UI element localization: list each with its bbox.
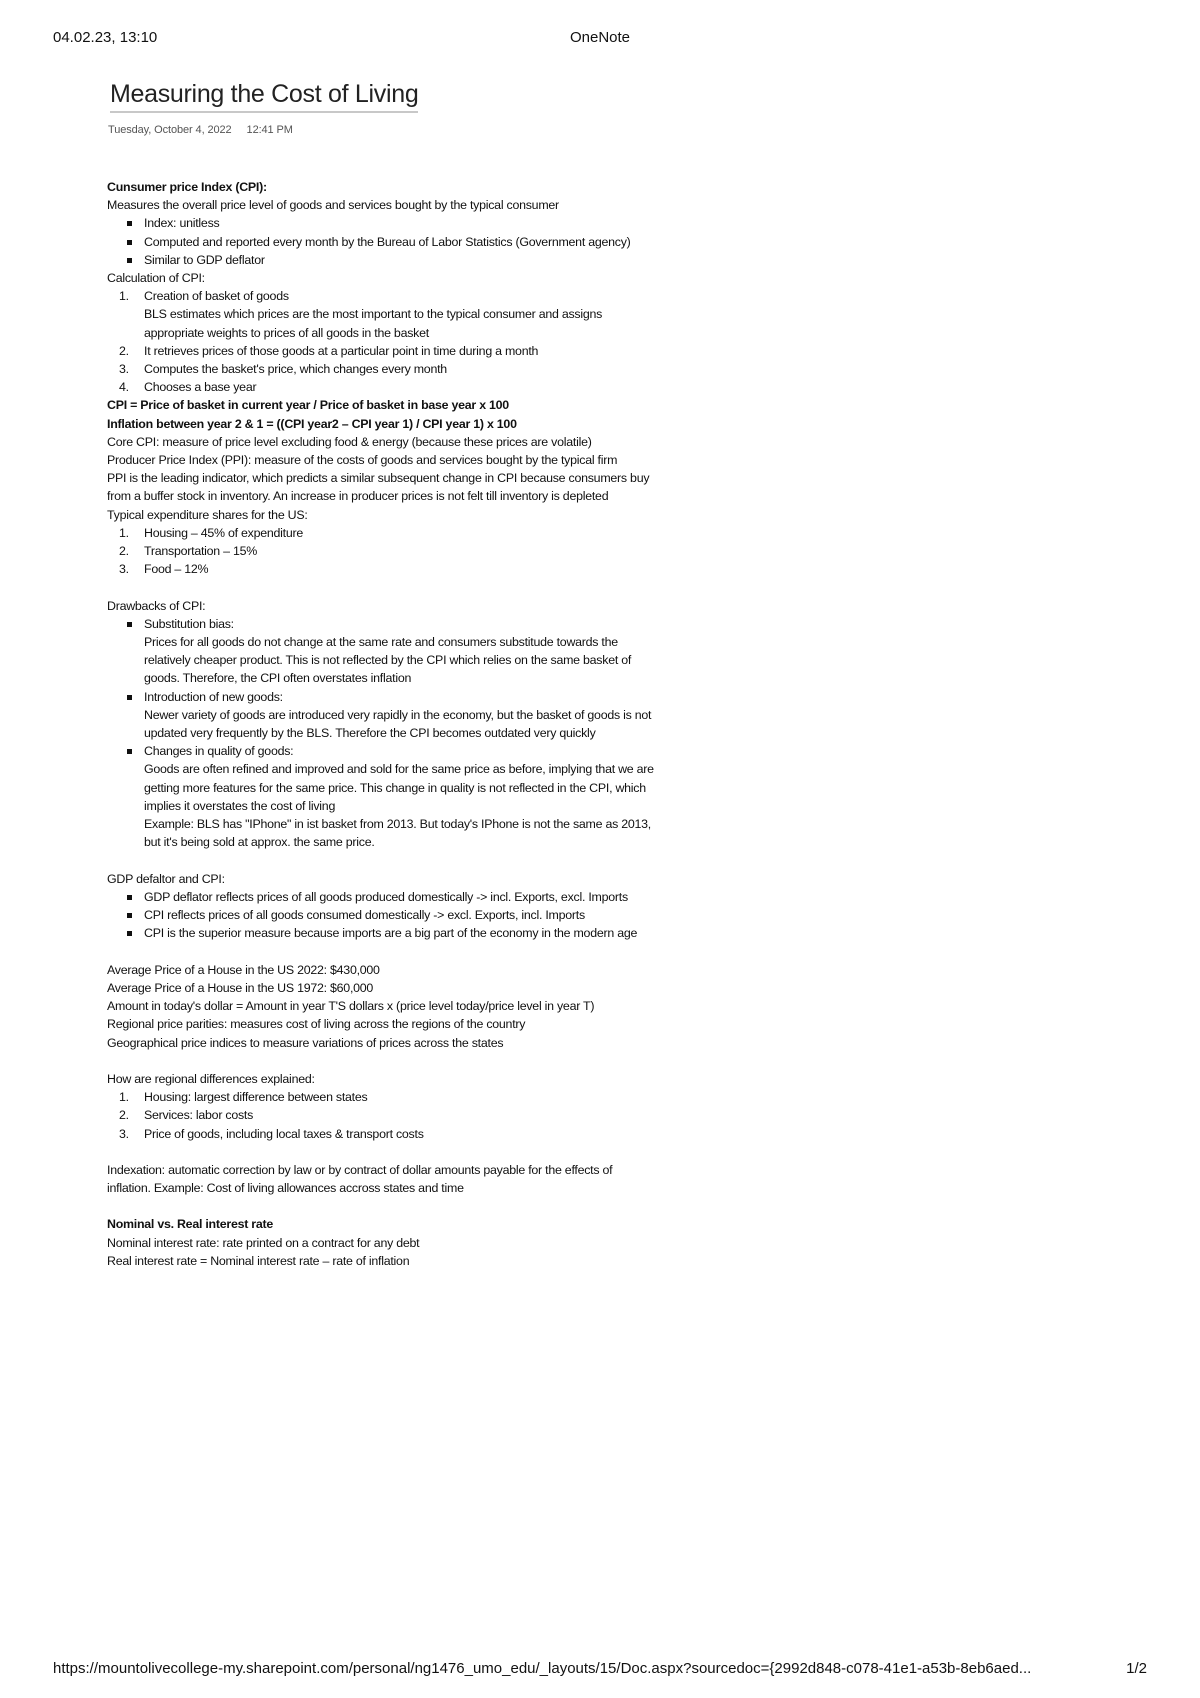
indexation-text: inflation. Example: Cost of living allowances accross states and time — [107, 1181, 464, 1196]
ppi-leading-text: PPI is the leading indicator, which predicts a similar subsequent change in CPI because consumers buy — [107, 471, 650, 486]
list-item — [107, 360, 757, 378]
indexation-text: Indexation: automatic correction by law or by contract of dollar amounts payable for the effects of — [107, 1162, 613, 1177]
note-body — [107, 178, 757, 1270]
list-item-text: Housing – 45% of expenditure — [144, 525, 304, 540]
price-line: Average Price of a House in the US 1972: $60,000 — [107, 980, 374, 995]
list-item-text: Chooses a base year — [144, 380, 257, 395]
list-item — [107, 560, 757, 578]
cpi-formula: CPI = Price of basket in current year / Price of basket in base year x 100 — [107, 398, 509, 413]
list-item: Changes in quality of goods: — [107, 742, 757, 760]
list-number: 3. — [119, 1126, 129, 1141]
list-number: 2. — [119, 544, 129, 559]
list-item — [107, 342, 757, 360]
list-item-continuation: Prices for all goods do not change at the same rate and consumers substitude towards the — [144, 635, 618, 650]
list-item-continuation: Newer variety of goods are introduced very rapidly in the economy, but the basket of goods is not — [144, 707, 652, 722]
list-item-continuation: BLS estimates which prices are the most important to the typical consumer and assigns — [144, 307, 603, 322]
list-item-continuation: updated very frequently by the BLS. Therefore the CPI becomes outdated very quickly — [144, 726, 596, 741]
regional-heading: How are regional differences explained: — [107, 1071, 315, 1086]
core-cpi-text: Core CPI: measure of price level excluding food & energy (because these prices are volatile) — [107, 434, 592, 449]
list-item-text: Computes the basket's price, which changes every month — [144, 362, 447, 377]
print-url: https://mountolivecollege-my.sharepoint.com/personal/ng1476_umo_edu/_layouts/15/Doc.aspx?sourcedoc={2992d848-c078-41e1-a53b-8eb6aed... — [53, 1660, 1032, 1677]
price-line: Average Price of a House in the US 2022: $430,000 — [107, 962, 380, 977]
print-datetime: 04.02.23, 13:10 — [53, 29, 158, 46]
list-number: 1. — [119, 289, 129, 304]
list-number: 3. — [119, 362, 129, 377]
ppi-text: Producer Price Index (PPI): measure of the costs of goods and services bought by the typical firm — [107, 453, 618, 468]
list-item: Computed and reported every month by the Bureau of Labor Statistics (Government agency) — [107, 233, 757, 251]
list-item-text: Food – 12% — [144, 562, 209, 577]
print-header — [53, 29, 1147, 49]
print-footer — [53, 1660, 1147, 1680]
list-item: Substitution bias: — [107, 615, 757, 633]
list-item: GDP deflator reflects prices of all goods produced domestically -> incl. Exports, excl. Imports — [107, 888, 757, 906]
list-number: 1. — [119, 1090, 129, 1105]
list-item-continuation: Goods are often refined and improved and sold for the same price as before, implying that we are — [144, 762, 654, 777]
list-item — [107, 287, 757, 305]
page-time-text: 12:41 PM — [246, 124, 293, 136]
list-number: 4. — [119, 380, 129, 395]
list-item: Introduction of new goods: — [107, 688, 757, 706]
list-item — [107, 524, 757, 542]
list-item: Index: unitless — [107, 214, 757, 232]
list-item — [107, 542, 757, 560]
price-line: Geographical price indices to measure variations of prices across the states — [107, 1035, 504, 1050]
price-line: Regional price parities: measures cost of living across the regions of the country — [107, 1017, 526, 1032]
list-item-text: It retrieves prices of those goods at a particular point in time during a month — [144, 343, 539, 358]
list-item-text: Transportation – 15% — [144, 544, 258, 559]
list-item-continuation: relatively cheaper product. This is not reflected by the CPI which relies on the same basket of — [144, 653, 632, 668]
list-item-continuation: goods. Therefore, the CPI often overstates inflation — [144, 671, 412, 686]
print-app-name: OneNote — [569, 29, 631, 46]
list-item-text: Creation of basket of goods — [144, 289, 289, 304]
list-item-text: Housing: largest difference between states — [144, 1090, 368, 1105]
drawbacks-heading: Drawbacks of CPI: — [107, 598, 206, 613]
list-number: 1. — [119, 525, 129, 540]
page-title: Measuring the Cost of Living — [110, 80, 418, 113]
page-number: 1/2 — [1126, 1660, 1147, 1677]
list-number: 3. — [119, 562, 129, 577]
list-item-text: Services: labor costs — [144, 1108, 254, 1123]
list-item — [107, 1125, 757, 1143]
shares-heading: Typical expenditure shares for the US: — [107, 507, 308, 522]
list-item-continuation: but it's being sold at approx. the same price. — [144, 835, 375, 850]
ppi-leading-text: from a buffer stock in inventory. An increase in producer prices is not felt till inventory is depleted — [107, 489, 609, 504]
list-item — [107, 378, 757, 396]
calculation-heading: Calculation of CPI: — [107, 271, 205, 286]
interest-heading: Nominal vs. Real interest rate — [107, 1217, 274, 1232]
list-item — [107, 1106, 757, 1124]
price-line: Amount in today's dollar = Amount in year T'S dollars x (price level today/price level in year T) — [107, 999, 595, 1014]
cpi-definition: Measures the overall price level of goods and services bought by the typical consumer — [107, 198, 559, 213]
list-item: CPI reflects prices of all goods consumed domestically -> excl. Exports, incl. Imports — [107, 906, 757, 924]
page-date — [108, 124, 293, 136]
cpi-heading: Cunsumer price Index (CPI): — [107, 180, 267, 194]
list-item-continuation: implies it overstates the cost of living — [144, 798, 336, 813]
nominal-rate-text: Nominal interest rate: rate printed on a contract for any debt — [107, 1235, 420, 1250]
list-item: Similar to GDP deflator — [107, 251, 757, 269]
list-number: 2. — [119, 343, 129, 358]
real-rate-text: Real interest rate = Nominal interest rate – rate of inflation — [107, 1253, 410, 1268]
list-item-continuation: Example: BLS has "IPhone" in ist basket from 2013. But today's IPhone is not the same as 2013, — [144, 817, 651, 832]
page-date-text: Tuesday, October 4, 2022 — [108, 124, 232, 136]
list-item-continuation: getting more features for the same price. This change in quality is not reflected in the CPI, which — [144, 780, 646, 795]
list-item: CPI is the superior measure because imports are a big part of the economy in the modern age — [107, 924, 757, 942]
list-item-text: Price of goods, including local taxes & transport costs — [144, 1126, 424, 1141]
inflation-formula: Inflation between year 2 & 1 = ((CPI year2 – CPI year 1) / CPI year 1) x 100 — [107, 416, 517, 431]
gdp-heading: GDP defaltor and CPI: — [107, 871, 225, 886]
list-number: 2. — [119, 1108, 129, 1123]
list-item-continuation: appropriate weights to prices of all goods in the basket — [144, 325, 429, 340]
list-item — [107, 1088, 757, 1106]
